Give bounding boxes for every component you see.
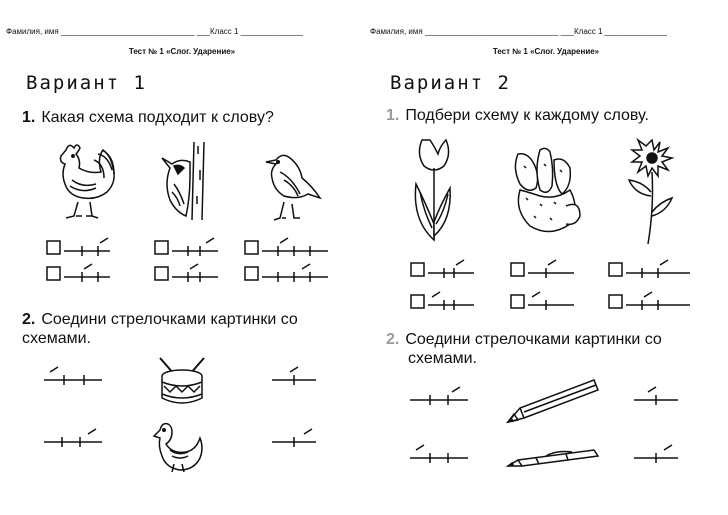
- pen-picture: [506, 448, 602, 472]
- rooster-picture: [46, 140, 118, 220]
- question-1-number: 1.: [22, 109, 36, 126]
- question-2-number: 2.: [22, 311, 36, 328]
- variant-title: Вариант 1: [26, 72, 147, 94]
- test-title: Тест № 1 «Слог. Ударение»: [492, 47, 600, 56]
- syllable-scheme-tulip-b[interactable]: [410, 290, 478, 312]
- syllable-scheme-cornflower-a[interactable]: [608, 258, 696, 280]
- syllable-scheme-crow-a[interactable]: [244, 236, 332, 258]
- syllable-scheme-cactus-b[interactable]: [510, 290, 578, 312]
- variant-title: Вариант 2: [390, 72, 511, 94]
- question-2-line2: схемами.: [22, 330, 91, 347]
- name-class-header[interactable]: Фамилия, имя ______________________________ ___Класс 1 ______________: [370, 27, 667, 36]
- match-scheme-right-2[interactable]: [632, 444, 682, 464]
- syllable-scheme-tulip-a[interactable]: [410, 258, 478, 280]
- name-class-header[interactable]: Фамилия, имя ______________________________ ___Класс 1 ______________: [6, 27, 303, 36]
- question-1-text: Какая схема подходит к слову?: [41, 109, 274, 126]
- syllable-scheme-cornflower-b[interactable]: [608, 290, 696, 312]
- syllable-scheme-crow-b[interactable]: [244, 262, 332, 284]
- cornflower-picture: [624, 136, 680, 246]
- question-1-text: Подбери схему к каждому слову.: [405, 107, 649, 124]
- match-scheme-left-1[interactable]: [42, 366, 106, 386]
- question-2: [386, 330, 662, 368]
- match-scheme-right-2[interactable]: [270, 428, 320, 448]
- worksheet-variant-2: [364, 0, 728, 515]
- question-2-number: 2.: [386, 331, 400, 348]
- question-1-number: 1.: [386, 107, 400, 124]
- hen-picture: [152, 420, 206, 474]
- question-1: [22, 108, 274, 127]
- drum-picture: [154, 356, 210, 408]
- match-scheme-left-2[interactable]: [42, 428, 106, 448]
- match-scheme-right-1[interactable]: [270, 366, 320, 386]
- question-2-line2: схемами.: [408, 350, 477, 367]
- syllable-scheme-woodpecker-b[interactable]: [154, 262, 222, 284]
- pencil-picture: [506, 376, 600, 426]
- syllable-scheme-rooster-b[interactable]: [46, 262, 114, 284]
- question-1: [386, 106, 649, 125]
- crow-picture: [262, 150, 324, 222]
- syllable-scheme-rooster-a[interactable]: [46, 236, 114, 258]
- question-2-line1: Соедини стрелочками картинки со: [41, 311, 298, 328]
- woodpecker-picture: [160, 140, 214, 222]
- match-scheme-left-2[interactable]: [408, 444, 472, 464]
- match-scheme-left-1[interactable]: [408, 386, 472, 406]
- tulip-picture: [410, 136, 460, 244]
- cactus-picture: [510, 146, 584, 242]
- question-2-line1: Соедини стрелочками картинки со: [405, 331, 662, 348]
- test-title: Тест № 1 «Слог. Ударение»: [128, 47, 236, 56]
- match-scheme-right-1[interactable]: [632, 386, 682, 406]
- syllable-scheme-woodpecker-a[interactable]: [154, 236, 222, 258]
- syllable-scheme-cactus-a[interactable]: [510, 258, 578, 280]
- question-2: [22, 310, 298, 348]
